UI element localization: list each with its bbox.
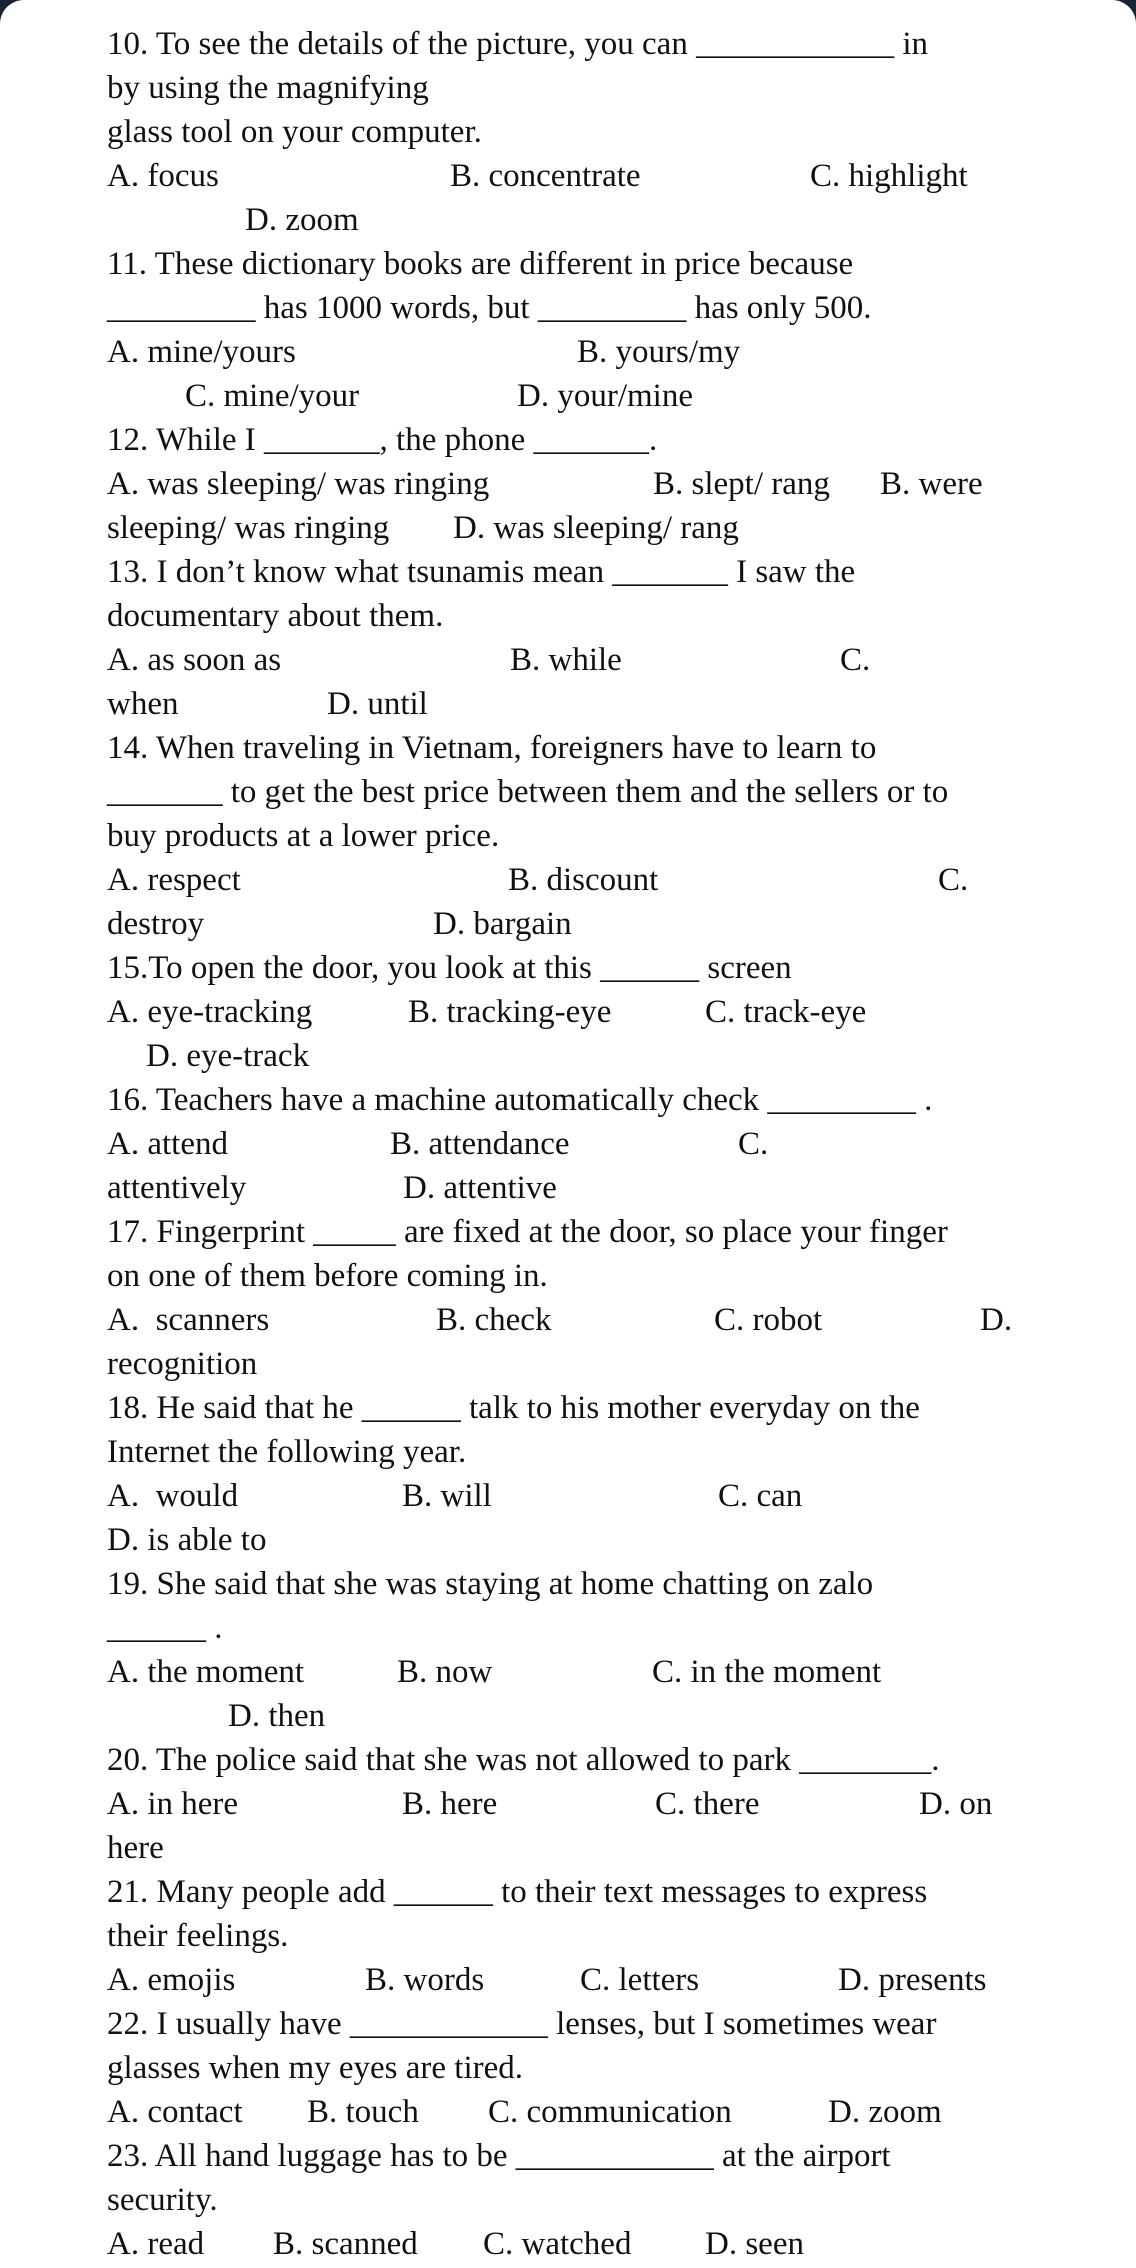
stem-text: 21. Many people add ______ to their text messages to express [107,1874,928,1910]
q17-options-row-2 [0,1342,1136,1386]
option-b: B. discount [508,862,659,898]
q12-options-row-2 [0,506,1136,550]
stem-text: 20. The police said that she was not allowed to park ________. [107,1742,940,1778]
option-c: C. watched [483,2226,632,2262]
option-b: B. now [397,1654,493,1690]
option-b: B. will [402,1478,492,1514]
q17-stem-line-2 [0,1254,1136,1298]
q22-stem-line-1 [0,2002,1136,2046]
q22-options-row [0,2090,1136,2134]
option-b: B. yours/my [577,334,741,370]
option-d: D. presents [838,1962,987,1998]
option-c-continued: destroy [107,906,205,942]
option-a: A. emojis [107,1962,236,1998]
option-b: B. slept/ rang [653,466,830,502]
q14-stem-line-3 [0,814,1136,858]
option-a: A. eye-tracking [107,994,313,1030]
stem-text: security. [107,2182,218,2218]
q14-options-row-2 [0,902,1136,946]
q13-options-row [0,638,1136,682]
option-d: D. on [919,1786,993,1822]
option-a: A. would [107,1478,239,1514]
q18-stem-line-1 [0,1386,1136,1430]
option-c-continued: when [107,686,179,722]
q19-stem-line-2 [0,1606,1136,1650]
q10-stem-line-1 [0,22,1136,66]
q13-stem-line-1 [0,550,1136,594]
q23-stem-line-2 [0,2178,1136,2222]
option-c-continued: attentively [107,1170,247,1206]
option-b: B. scanned [273,2226,418,2262]
q19-stem-line-1 [0,1562,1136,1606]
option-b-continued: sleeping/ was ringing [107,510,390,546]
option-d: D. seen [705,2226,804,2262]
q23-options-row [0,2222,1136,2266]
stem-text: by using the magnifying [107,70,429,106]
option-b: B. words [365,1962,485,1998]
stem-text: 17. Fingerprint _____ are fixed at the door, so place your finger [107,1214,948,1250]
option-a: A. mine/yours [107,334,296,370]
option-c: C. robot [714,1302,823,1338]
q22-stem-line-2 [0,2046,1136,2090]
q15-stem-line-1 [0,946,1136,990]
option-a: A. focus [107,158,219,194]
option-d: D. was sleeping/ rang [453,510,739,546]
option-d: D. attentive [403,1170,557,1206]
option-b: B. touch [307,2094,419,2130]
q10-stem-line-2 [0,66,1136,110]
option-a: A. in here [107,1786,239,1822]
q21-stem-line-1 [0,1870,1136,1914]
option-d-continued: here [107,1830,164,1866]
q14-stem-line-2 [0,770,1136,814]
q18-options-row-2 [0,1518,1136,1562]
q14-stem-line-1 [0,726,1136,770]
option-d: D. then [228,1698,326,1734]
option-c: C. can [718,1478,803,1514]
option-c: C. [938,862,969,898]
option-b: B. check [436,1302,552,1338]
stem-text: 23. All hand luggage has to be ____________ at the airport [107,2138,891,2174]
q10-options-row [0,154,1136,198]
option-c: C. mine/your [185,378,360,414]
q12-options-row [0,462,1136,506]
q17-options-row [0,1298,1136,1342]
option-a: A. scanners [107,1302,270,1338]
q13-options-row-2 [0,682,1136,726]
option-a: A. read [107,2226,205,2262]
option-d: D. your/mine [517,378,693,414]
option-d: D. until [327,686,428,722]
q10-options-row-2 [0,198,1136,242]
q17-stem-line-1 [0,1210,1136,1254]
option-b: B. attendance [390,1126,570,1162]
q18-stem-line-2 [0,1430,1136,1474]
q11-options-row [0,330,1136,374]
stem-text: 12. While I _______, the phone _______. [107,422,658,458]
option-c: C. there [655,1786,760,1822]
option-c: C. highlight [810,158,968,194]
q13-stem-line-2 [0,594,1136,638]
option-b: B. concentrate [450,158,641,194]
option-d-continued: recognition [107,1346,258,1382]
stem-text: _________ has 1000 words, but _________ has only 500. [107,290,872,326]
stem-text: buy products at a lower price. [107,818,500,854]
stem-text: glasses when my eyes are tired. [107,2050,524,2086]
q20-options-row-2 [0,1826,1136,1870]
q21-options-row [0,1958,1136,2002]
stem-text: 19. She said that she was staying at home chatting on zalo [107,1566,874,1602]
option-b: B. here [402,1786,498,1822]
stem-text: 16. Teachers have a machine automatically check _________ . [107,1082,933,1118]
q21-stem-line-2 [0,1914,1136,1958]
q20-stem-line-1 [0,1738,1136,1782]
option-c: C. [738,1126,769,1162]
q11-options-row-2 [0,374,1136,418]
q19-options-row-2 [0,1694,1136,1738]
option-b: B. tracking-eye [408,994,612,1030]
stem-text: 10. To see the details of the picture, you can ____________ in [107,26,928,62]
stem-text: 11. These dictionary books are different in price because [107,246,854,282]
option-c: C. in the moment [652,1654,882,1690]
option-c: C. communication [488,2094,732,2130]
option-d: D. bargain [433,906,572,942]
option-c: C. letters [580,1962,700,1998]
q15-options-row [0,990,1136,1034]
q19-options-row [0,1650,1136,1694]
q16-options-row [0,1122,1136,1166]
option-d: D. is able to [107,1522,267,1558]
option-b: B. while [510,642,622,678]
option-d: D. zoom [245,202,359,238]
stem-text: glass tool on your computer. [107,114,482,150]
q18-options-row [0,1474,1136,1518]
option-c: C. [840,642,871,678]
q16-stem-line-1 [0,1078,1136,1122]
q16-options-row-2 [0,1166,1136,1210]
stem-text: documentary about them. [107,598,444,634]
option-a: A. respect [107,862,241,898]
q11-stem-line-2 [0,286,1136,330]
stem-text: on one of them before coming in. [107,1258,548,1294]
stem-text: 18. He said that he ______ talk to his mother everyday on the [107,1390,920,1426]
option-a: A. contact [107,2094,243,2130]
option-c: C. track-eye [705,994,867,1030]
stem-text: 15.To open the door, you look at this ______ screen [107,950,792,986]
q12-stem-line-1 [0,418,1136,462]
stem-text: Internet the following year. [107,1434,467,1470]
option-a: A. the moment [107,1654,305,1690]
stem-text: _______ to get the best price between them and the sellers or to [107,774,949,810]
q11-stem-line-1 [0,242,1136,286]
stem-text: ______ . [107,1610,223,1646]
stem-text: their feelings. [107,1918,289,1954]
stem-text: 22. I usually have ____________ lenses, but I sometimes wear [107,2006,937,2042]
option-d: D. [980,1302,1013,1338]
q14-options-row [0,858,1136,902]
option-a: A. attend [107,1126,228,1162]
option-d: D. eye-track [146,1038,310,1074]
q20-options-row [0,1782,1136,1826]
q10-stem-line-3 [0,110,1136,154]
option-b-dup: B. were [880,466,983,502]
q15-options-row-2 [0,1034,1136,1078]
option-d: D. zoom [828,2094,942,2130]
option-a: A. as soon as [107,642,282,678]
stem-text: 14. When traveling in Vietnam, foreigners have to learn to [107,730,877,766]
stem-text: 13. I don’t know what tsunamis mean _______ I saw the [107,554,856,590]
q23-stem-line-1 [0,2134,1136,2178]
option-a: A. was sleeping/ was ringing [107,466,490,502]
